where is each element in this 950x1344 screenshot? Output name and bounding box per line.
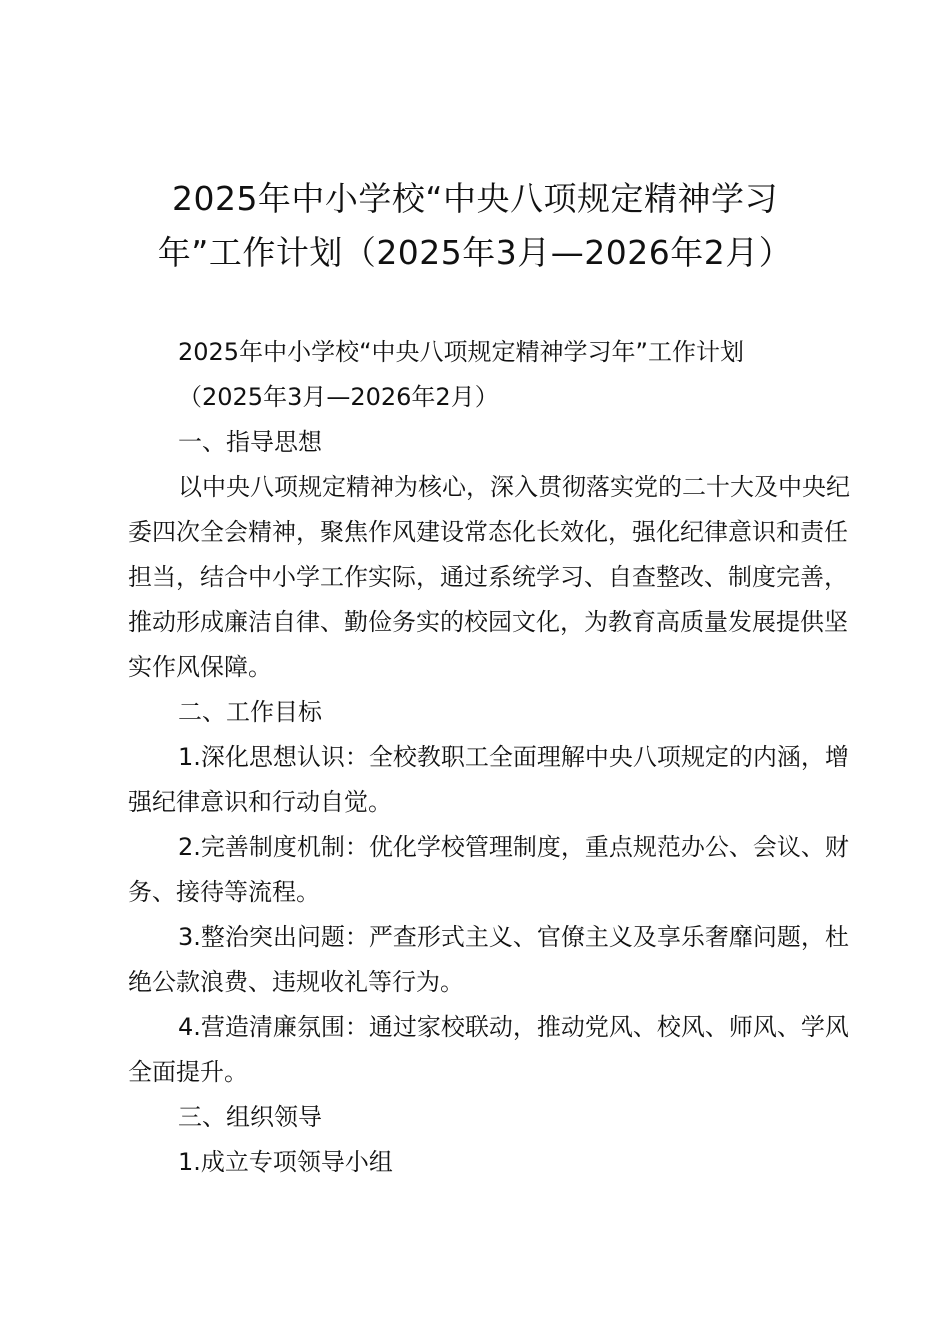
goal-item: 3.整治突出问题：严查形式主义、官僚主义及享乐奢靡问题，杜绝公款浪费、违规收礼等行为。 bbox=[128, 923, 849, 996]
section-heading-organization: 三、组织领导 bbox=[178, 1103, 322, 1131]
document-title: 2025年中小学校“中央八项规定精神学习年”工作计划（2025年3月—2026年2月） bbox=[157, 179, 793, 272]
document-body bbox=[128, 330, 863, 1185]
subtitle-line: 2025年中小学校“中央八项规定精神学习年”工作计划 bbox=[178, 338, 744, 366]
goal-item: 1.深化思想认识：全校教职工全面理解中央八项规定的内涵，增强纪律意识和行动自觉。 bbox=[128, 743, 849, 816]
section-heading-guiding-thought: 一、指导思想 bbox=[178, 428, 322, 456]
paragraph-guiding-thought: 以中央八项规定精神为核心，深入贯彻落实党的二十大及中央纪委四次全会精神，聚焦作风建设常态化长效化，强化纪律意识和责任担当，结合中小学工作实际，通过系统学习、自查整改、制度完善，推动形成廉洁自律、勤俭务实的校园文化，为教育高质量发展提供坚实作风保障。 bbox=[128, 473, 850, 681]
goal-item: 4.营造清廉氛围：通过家校联动，推动党风、校风、师风、学风全面提升。 bbox=[128, 1013, 849, 1086]
section-heading-work-goals: 二、工作目标 bbox=[178, 698, 322, 726]
subtitle-date-range: （2025年3月—2026年2月） bbox=[178, 383, 499, 411]
organization-item: 1.成立专项领导小组 bbox=[178, 1148, 393, 1176]
goal-item: 2.完善制度机制：优化学校管理制度，重点规范办公、会议、财务、接待等流程。 bbox=[128, 833, 849, 906]
